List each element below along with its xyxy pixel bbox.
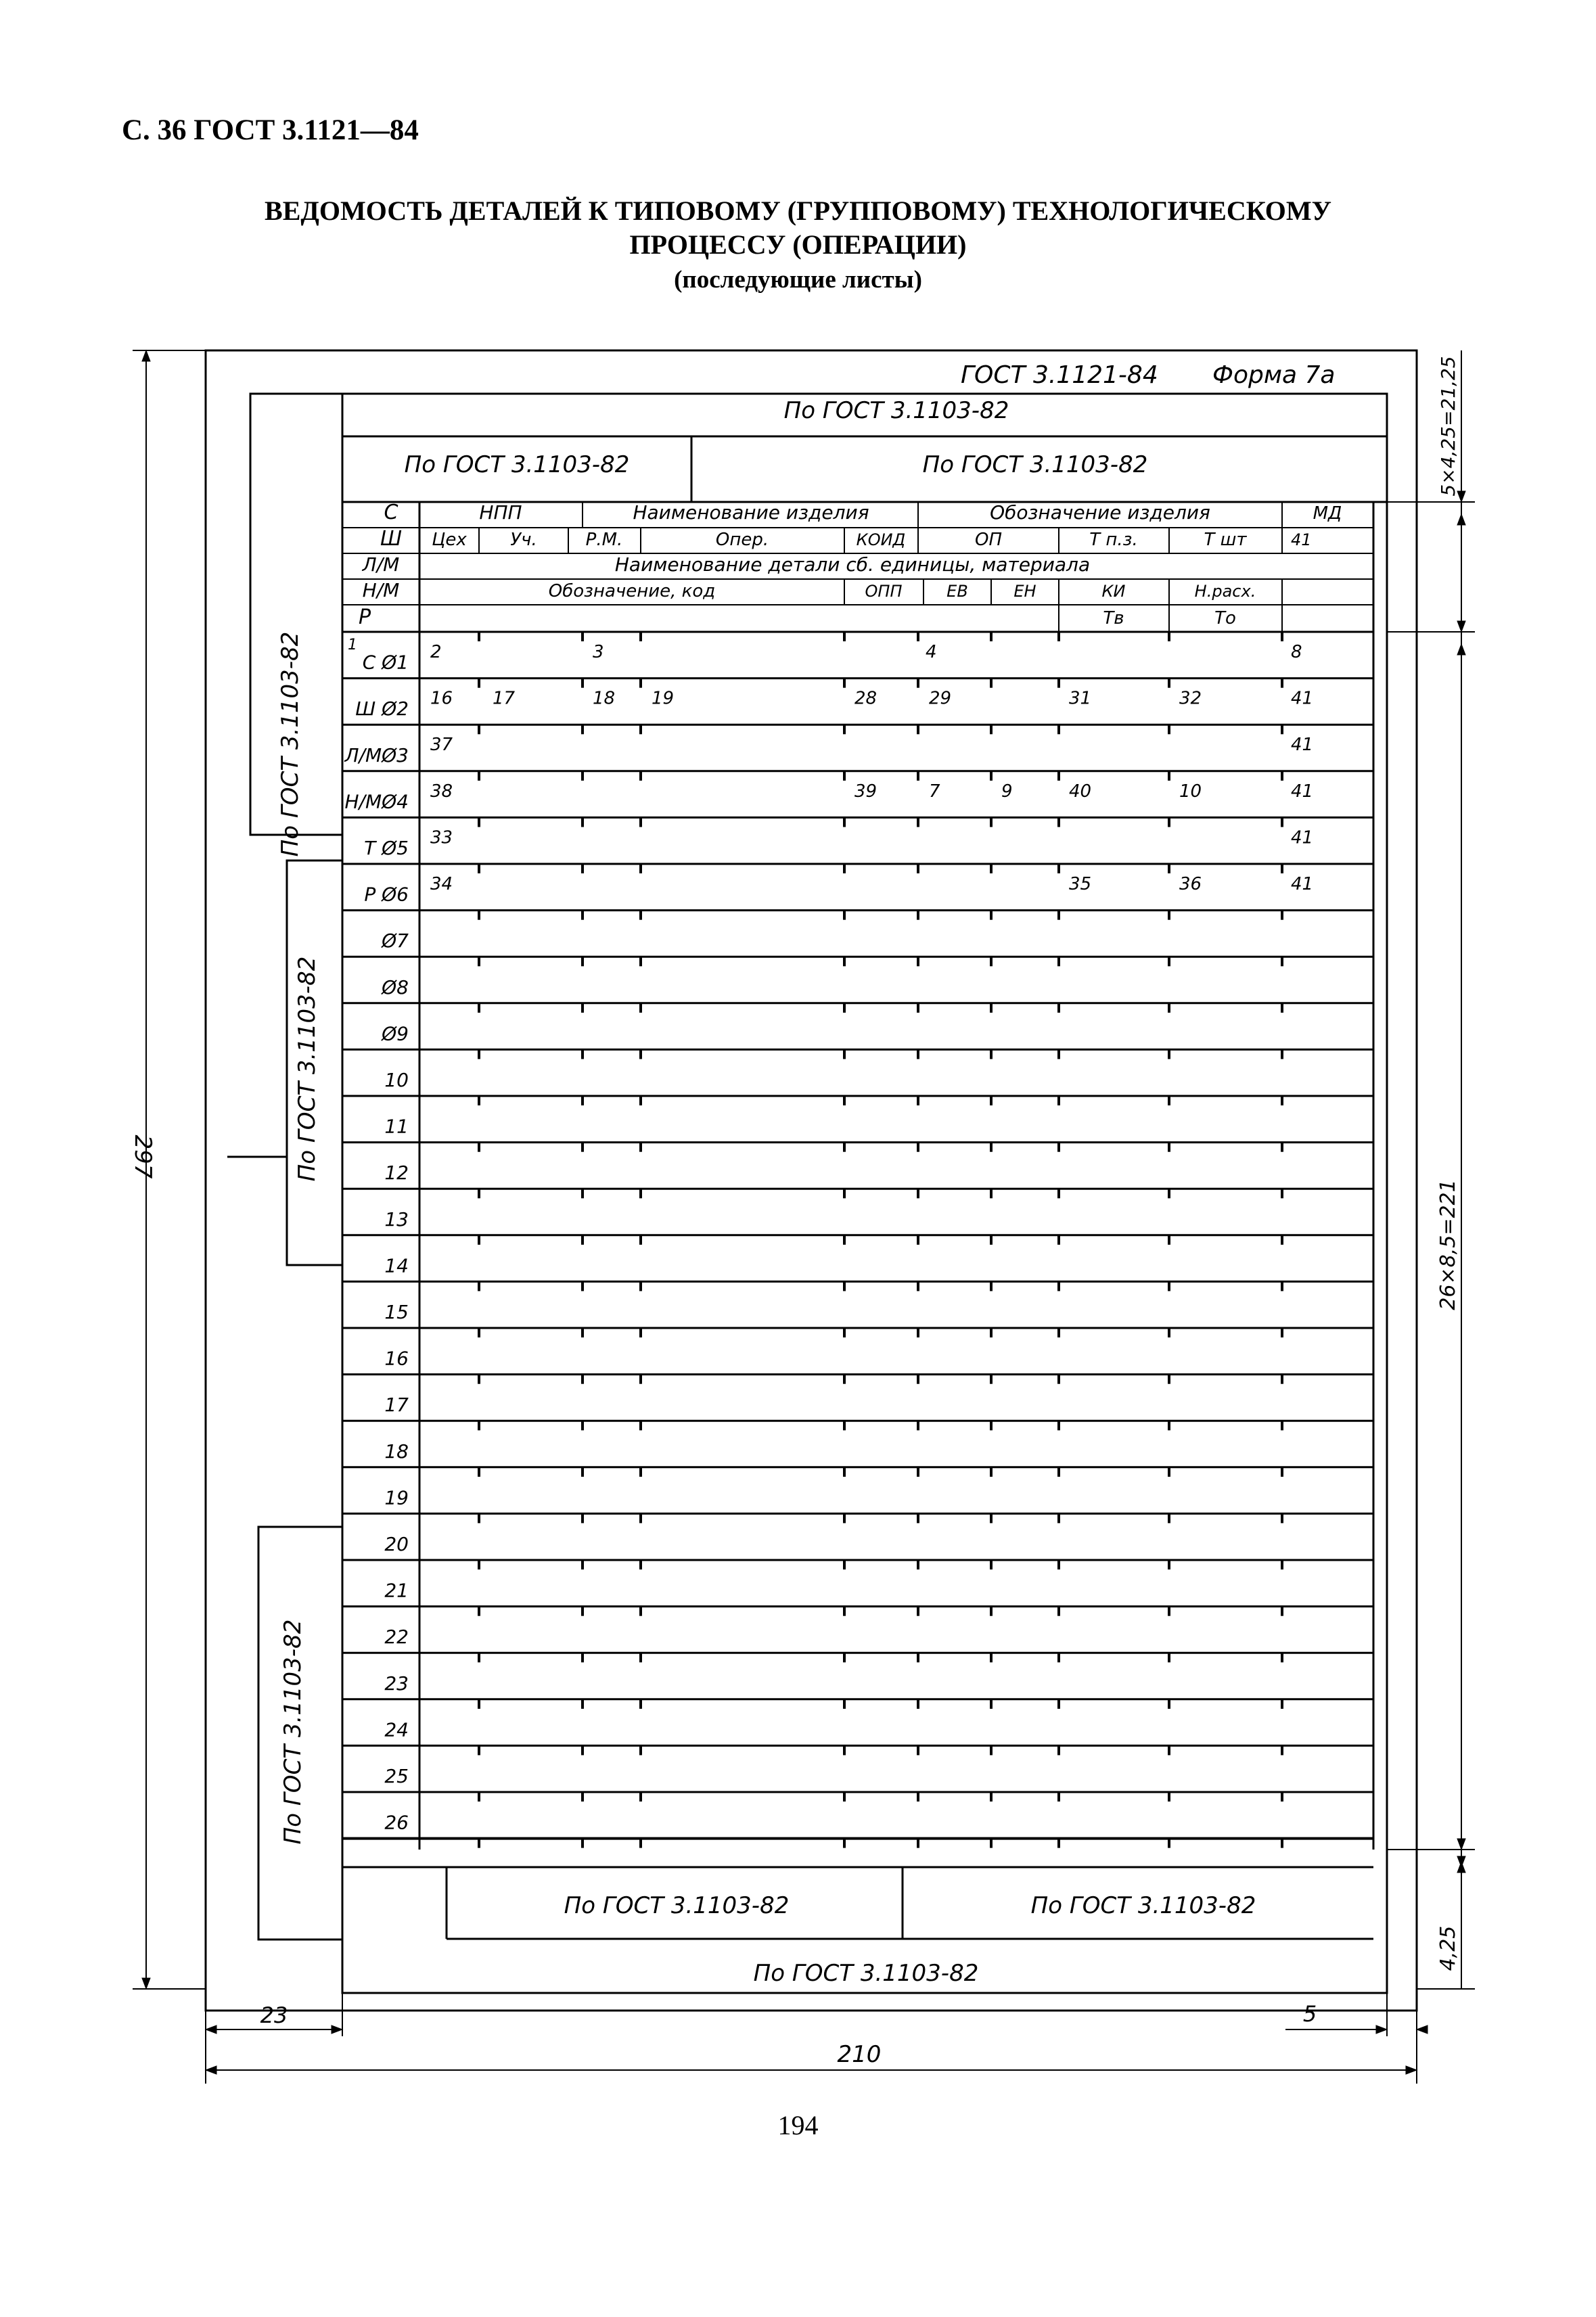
form-line bbox=[1417, 2025, 1428, 2034]
field-number-r2-6: 29 bbox=[929, 688, 952, 709]
field-number-r6-3: 36 bbox=[1179, 874, 1202, 894]
field-number-r2-4: 19 bbox=[652, 688, 675, 709]
field-number-r2-5: 28 bbox=[854, 688, 877, 709]
header-cell-to: То bbox=[1214, 608, 1236, 628]
field-number-r4-2: 39 bbox=[854, 781, 877, 802]
field-number-r1-3: 4 bbox=[926, 642, 937, 662]
row-label-19: 19 bbox=[384, 1486, 409, 1509]
header-cell-field-41: 41 bbox=[1291, 530, 1312, 549]
field-number-r4-1: 38 bbox=[430, 781, 453, 802]
row-label-11: 11 bbox=[384, 1115, 409, 1138]
field-number-r4-6: 10 bbox=[1179, 781, 1202, 802]
form-line bbox=[1457, 514, 1465, 525]
document-subtitle: (последующие листы) bbox=[674, 266, 922, 294]
field-number-r1-4: 8 bbox=[1291, 642, 1302, 662]
row-label-4: Н/МØ4 bbox=[344, 790, 409, 813]
row-label-22: 22 bbox=[384, 1626, 409, 1649]
row-label-25: 25 bbox=[384, 1765, 409, 1787]
form-line bbox=[1457, 1839, 1465, 1850]
form-line bbox=[332, 2025, 342, 2034]
form-line bbox=[1457, 1856, 1465, 1867]
field-number-r2-1: 16 bbox=[430, 688, 453, 709]
side-ref-upper: По ГОСТ 3.1103-82 bbox=[277, 631, 304, 857]
top-ref-right: По ГОСТ 3.1103-82 bbox=[922, 451, 1148, 478]
field-number-r4-7: 41 bbox=[1291, 781, 1314, 802]
header-cell-nm: Н/М bbox=[362, 579, 400, 601]
header-cell-md: МД bbox=[1313, 503, 1342, 524]
field-number-r2-8: 32 bbox=[1179, 688, 1202, 709]
field-number-r2-7: 31 bbox=[1069, 688, 1092, 709]
row-label-15: 15 bbox=[384, 1301, 409, 1323]
form-line bbox=[142, 1978, 150, 1989]
form-line bbox=[142, 350, 150, 361]
dimension-width: 210 bbox=[837, 2041, 882, 2068]
header-cell-koid: КОИД bbox=[856, 530, 906, 549]
header-cell-ev: ЕВ bbox=[947, 582, 968, 601]
header-cell-tsht: Т шт bbox=[1204, 530, 1247, 550]
form-line bbox=[1406, 2066, 1417, 2074]
form-line bbox=[342, 394, 1387, 1993]
field-number-r4-3: 7 bbox=[929, 781, 940, 802]
header-cell-r: Р bbox=[359, 605, 371, 629]
row-label-7: Ø7 bbox=[382, 930, 409, 953]
header-cell-product-name: Наименование изделия bbox=[633, 501, 869, 524]
row-label-10: 10 bbox=[384, 1069, 409, 1091]
form-standard-label: ГОСТ 3.1121-84 bbox=[961, 361, 1158, 389]
document-title-continued: ПРОЦЕССУ (ОПЕРАЦИИ) bbox=[629, 229, 967, 260]
top-ref-left: По ГОСТ 3.1103-82 bbox=[404, 451, 630, 478]
header-cell-op: ОП bbox=[974, 530, 1003, 550]
header-cell-product-designation: Обозначение изделия bbox=[990, 501, 1210, 524]
header-cell-sh: Ш bbox=[380, 527, 403, 551]
row-label-23: 23 bbox=[384, 1672, 409, 1695]
header-cell-section: Уч. bbox=[510, 530, 537, 550]
header-cell-opp: ОПП bbox=[865, 582, 903, 601]
header-cell-tv: Тв bbox=[1103, 608, 1124, 628]
row-label-17: 17 bbox=[384, 1394, 409, 1417]
row-label-13: 13 bbox=[384, 1208, 409, 1231]
header-cell-workplace: Р.М. bbox=[585, 530, 623, 550]
field-number-r3-2: 41 bbox=[1291, 735, 1314, 756]
field-number-r5-1: 33 bbox=[430, 827, 453, 848]
row-label-20: 20 bbox=[384, 1533, 409, 1555]
header-cell-part-name: Наименование детали сб. единицы, материала bbox=[614, 553, 1091, 576]
header-cell-s: С bbox=[384, 501, 398, 524]
dimension-height: 297 bbox=[129, 1134, 156, 1179]
field-number-r4-5: 40 bbox=[1069, 781, 1092, 802]
bottom-ref-main: По ГОСТ 3.1103-82 bbox=[753, 1960, 979, 1987]
page-number: 194 bbox=[777, 2110, 819, 2140]
side-ref-middle: По ГОСТ 3.1103-82 bbox=[294, 956, 321, 1182]
row-label-1: С Ø1 bbox=[362, 651, 409, 674]
header-cell-en: ЕН bbox=[1013, 582, 1036, 601]
header-cell-shop: Цех bbox=[432, 530, 467, 550]
header-cell-code: Обозначение, код bbox=[548, 581, 716, 601]
header-cell-lm: Л/М bbox=[362, 553, 400, 576]
field-number-r2-9: 41 bbox=[1291, 688, 1314, 709]
top-ref-main: По ГОСТ 3.1103-82 bbox=[783, 397, 1009, 424]
form-line bbox=[1457, 644, 1465, 655]
dimension-rows-block: 26×8,5=221 bbox=[1436, 1179, 1460, 1310]
form-line bbox=[1457, 621, 1465, 632]
row-label-14: 14 bbox=[384, 1254, 409, 1277]
row-label-8: Ø8 bbox=[382, 976, 409, 999]
form-line bbox=[1376, 2025, 1387, 2034]
header-cell-norm: Н.расх. bbox=[1194, 582, 1256, 601]
row-label-24: 24 bbox=[384, 1718, 409, 1741]
field-number-r3-1: 37 bbox=[430, 735, 453, 756]
form-line bbox=[206, 2066, 216, 2074]
row-label-12: 12 bbox=[384, 1162, 409, 1185]
header-cell-ki: КИ bbox=[1101, 582, 1126, 601]
field-number-r1-1: 2 bbox=[430, 642, 442, 662]
form-label: Форма 7а bbox=[1212, 361, 1336, 389]
field-number-r1-2: 3 bbox=[593, 642, 604, 662]
dimension-left-margin: 23 bbox=[260, 2002, 288, 2028]
row-label-2: Ш Ø2 bbox=[355, 697, 409, 720]
header-cell-tpz: Т п.з. bbox=[1089, 530, 1138, 550]
field-number-r6-1: 34 bbox=[430, 874, 453, 894]
dimension-right-margin: 5 bbox=[1302, 2001, 1317, 2027]
row-label-6: Р Ø6 bbox=[364, 883, 409, 906]
form-line bbox=[206, 2025, 216, 2034]
field-number-r6-4: 41 bbox=[1291, 874, 1314, 894]
bottom-ref-left: По ГОСТ 3.1103-82 bbox=[564, 1892, 790, 1919]
page-reference: С. 36 ГОСТ 3.1121—84 bbox=[122, 114, 419, 146]
field-number-r4-4: 9 bbox=[1001, 781, 1013, 802]
row-label-16: 16 bbox=[384, 1347, 409, 1370]
row-number-first: 1 bbox=[348, 637, 357, 653]
field-number-r2-3: 18 bbox=[593, 688, 616, 709]
field-number-r5-2: 41 bbox=[1291, 827, 1314, 848]
dimension-bottom-block: 4,25 bbox=[1436, 1925, 1460, 1971]
row-label-9: Ø9 bbox=[382, 1022, 409, 1045]
header-cell-operation: Опер. bbox=[715, 530, 769, 550]
row-label-5: Т Ø5 bbox=[364, 837, 409, 859]
field-number-r6-2: 35 bbox=[1069, 874, 1092, 894]
dimension-top-block: 5×4,25=21,25 bbox=[1437, 356, 1459, 497]
bottom-ref-right: По ГОСТ 3.1103-82 bbox=[1030, 1892, 1256, 1919]
row-label-21: 21 bbox=[384, 1579, 409, 1602]
row-label-3: Л/МØ3 bbox=[344, 743, 409, 766]
document-title: ВЕДОМОСТЬ ДЕТАЛЕЙ К ТИПОВОМУ (ГРУППОВОМУ) ТЕХНОЛОГИЧЕСКОМУ bbox=[265, 196, 1331, 226]
field-number-r2-2: 17 bbox=[493, 688, 516, 709]
row-label-18: 18 bbox=[384, 1440, 409, 1463]
header-cell-npp: НПП bbox=[479, 501, 522, 524]
side-ref-lower: По ГОСТ 3.1103-82 bbox=[279, 1619, 306, 1845]
row-label-26: 26 bbox=[384, 1811, 409, 1834]
